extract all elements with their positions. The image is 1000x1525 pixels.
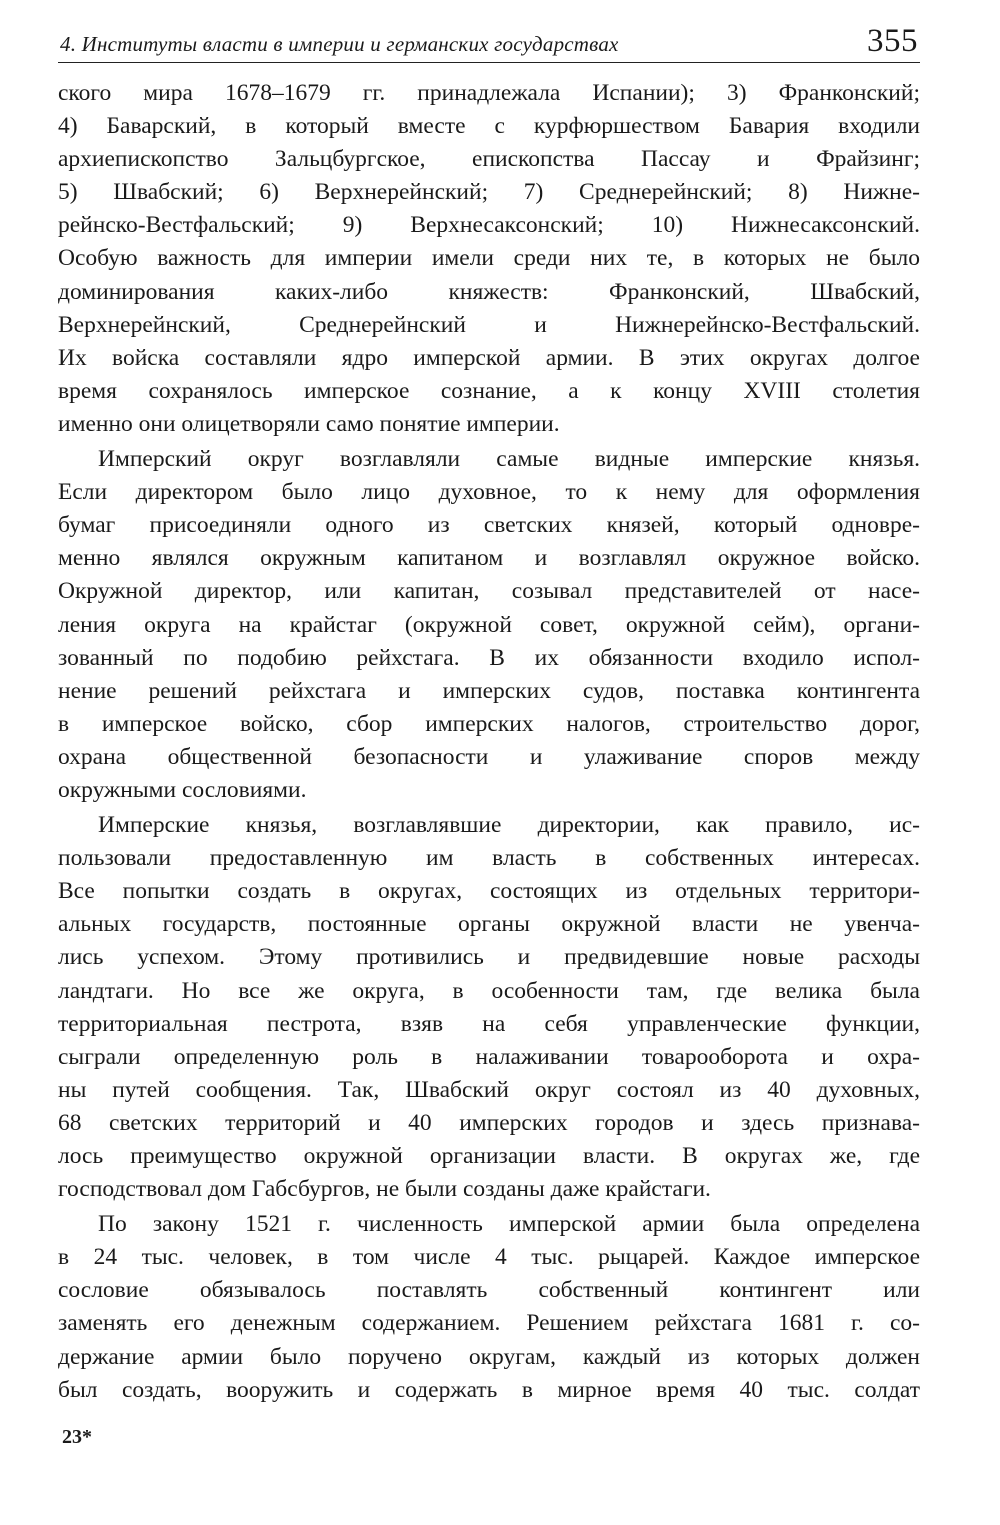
- text-line: бумаг присоединяли одного из светских князей, который одновре-: [58, 512, 920, 539]
- text-line: ского мира 1678–1679 гг. принадлежала Испании); 3) Франконский;: [58, 80, 920, 106]
- text-line: лись успехом. Этому противились и предвидевшие новые расходы: [58, 944, 920, 971]
- text-line: Все попытки создать в округах, состоящих из отдельных территори-: [58, 878, 920, 905]
- text-line: в 24 тыс. человек, в том числе 4 тыс. рыцарей. Каждое имперское: [58, 1244, 920, 1271]
- text-line: По закону 1521 г. численность имперской армии была определена: [98, 1211, 920, 1238]
- text-line: охрана общественной безопасности и улаживание споров между: [58, 743, 920, 770]
- page-number: 355: [867, 23, 918, 59]
- paragraph: [58, 77, 920, 441]
- text-line: сыграли определенную роль в налаживании товарооборота и охра-: [58, 1043, 920, 1070]
- book-page: [58, 18, 920, 1407]
- text-line: альных государств, постоянные органы окружной власти не увенча-: [58, 911, 920, 938]
- text-line: господствовал дом Габсбургов, не были созданы даже крайстаги.: [58, 1176, 711, 1203]
- text-line: Их войска составляли ядро имперской армии. В этих округах долгое: [58, 344, 920, 371]
- body-text: [58, 77, 920, 1407]
- text-line: зованный по подобию рейхстага. В их обязанности входило испол-: [58, 644, 920, 671]
- text-line: в имперское войско, сбор имперских налогов, строительство дорог,: [58, 710, 920, 737]
- text-line: доминирования каких-либо княжеств: Франконский, Швабский,: [58, 278, 920, 305]
- text-line: 5) Швабский; 6) Верхнерейнский; 7) Среднерейнский; 8) Нижне-: [58, 179, 920, 206]
- page-header: [58, 18, 920, 63]
- paragraph: [58, 809, 920, 1206]
- text-line: Особую важность для империи имели среди них те, в которых не было: [58, 245, 920, 272]
- text-line: сословие обязывалось поставлять собственный контингент или: [58, 1277, 920, 1304]
- text-line: территориальная пестрота, взяв на себя управленческие функции,: [58, 1010, 920, 1037]
- text-line: был создать, вооружить и содержать в мирное время 40 тыс. солдат: [58, 1376, 920, 1403]
- text-line: ландтаги. Но все же округа, в особенности там, где велика была: [58, 977, 920, 1004]
- text-line: менно являлся окружным капитаном и возглавлял окружное войско.: [58, 545, 920, 572]
- text-line: ления округа на крайстаг (окружной совет, окружной сейм), органи-: [58, 611, 920, 638]
- text-line: лось преимущество окружной организации власти. В округах же, где: [58, 1143, 920, 1169]
- text-line: Имперские князья, возглавлявшие директории, как правило, ис-: [98, 812, 920, 839]
- text-line: окружными сословиями.: [58, 776, 307, 803]
- text-line: ны путей сообщения. Так, Швабский округ состоял из 40 духовных,: [58, 1076, 920, 1103]
- running-title: 4. Институты власти в империи и германских государствах: [60, 32, 619, 56]
- text-line: время сохранялось имперское сознание, а к концу XVIII столетия: [58, 377, 920, 404]
- paragraph: [58, 443, 920, 807]
- text-line: Имперский округ возглавляли самые видные имперские князья.: [98, 446, 920, 473]
- text-line: держание армии было поручено округам, каждый из которых должен: [58, 1343, 920, 1370]
- text-line: архиепископство Зальцбургское, епископства Пассау и Фрайзинг;: [58, 146, 920, 173]
- text-line: Верхнерейнский, Среднерейнский и Нижнерейнско-Вестфальский.: [58, 311, 920, 338]
- printer-signature-mark: 23*: [62, 1426, 92, 1448]
- text-line: именно они олицетворяли само понятие империи.: [58, 410, 560, 437]
- text-line: Окружной директор, или капитан, созывал представителей от насе-: [58, 578, 920, 605]
- text-line: пользовали предоставленную им власть в собственных интересах.: [58, 845, 920, 872]
- text-line: Если директором было лицо духовное, то к нему для оформления: [58, 479, 920, 506]
- text-line: нение решений рейхстага и имперских судов, поставка контингента: [58, 677, 920, 704]
- text-line: 4) Баварский, в который вместе с курфюршеством Бавария входили: [58, 113, 920, 140]
- paragraph: [58, 1208, 920, 1407]
- text-line: заменять его денежным содержанием. Решением рейхстага 1681 г. со-: [58, 1310, 920, 1337]
- text-line: рейнско-Вестфальский; 9) Верхнесаксонский; 10) Нижнесаксонский.: [58, 212, 920, 239]
- text-line: 68 светских территорий и 40 имперских городов и здесь признава-: [58, 1109, 920, 1136]
